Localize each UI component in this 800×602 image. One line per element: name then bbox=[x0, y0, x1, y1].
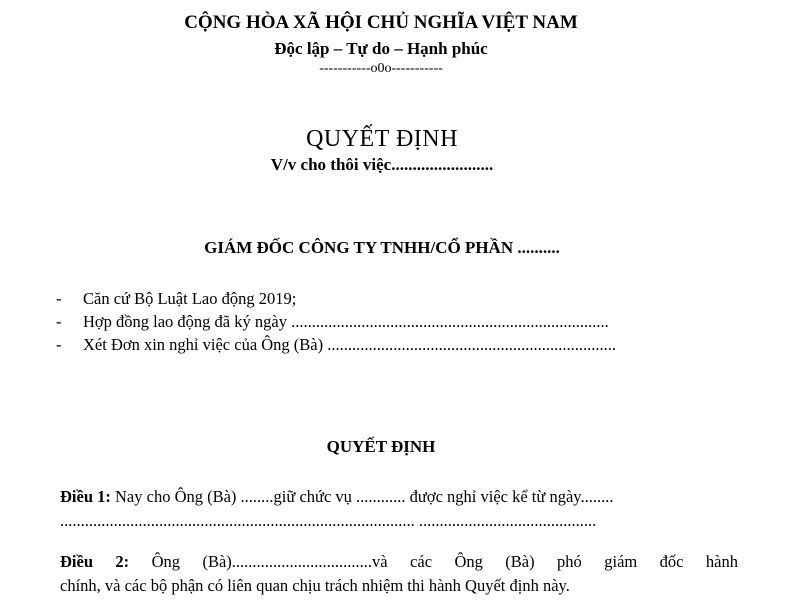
bullet-dash: - bbox=[56, 289, 62, 308]
decision-heading: QUYẾT ĐỊNH bbox=[326, 437, 436, 456]
national-motto: Độc lập – Tự do – Hạnh phúc bbox=[274, 39, 488, 58]
article-1-line-1 bbox=[60, 485, 738, 509]
issuer-heading: GIÁM ĐỐC CÔNG TY TNHH/CỔ PHẦN .......... bbox=[204, 238, 560, 257]
national-title: CỘNG HÒA XÃ HỘI CHỦ NGHĨA VIỆT NAM bbox=[184, 12, 578, 33]
legal-basis-item bbox=[56, 287, 746, 310]
article-2 bbox=[60, 550, 738, 598]
article-1-text: Nay cho Ông (Bà) ........giữ chức vụ ............ được nghỉ việc kể từ ngày........ bbox=[110, 487, 614, 506]
document-title: QUYẾT ĐỊNH bbox=[306, 126, 458, 152]
article-1-label: Điều 1: bbox=[60, 487, 111, 506]
legal-basis-text: Xét Đơn xin nghỉ việc của Ông (Bà) ...................................................................... bbox=[83, 335, 616, 354]
legal-basis-item bbox=[56, 310, 746, 333]
article-2-label: Điều 2: bbox=[60, 552, 130, 571]
legal-basis-text: Hợp đồng lao động đã ký ngày ............................................................................. bbox=[83, 312, 609, 331]
article-2-line-1 bbox=[60, 550, 738, 574]
article-1 bbox=[60, 485, 738, 533]
article-1-line-2: ...................................................................................... ........................................... bbox=[60, 511, 597, 530]
legal-basis-text: Căn cứ Bộ Luật Lao động 2019; bbox=[83, 289, 297, 308]
legal-basis-item bbox=[56, 333, 746, 356]
article-2-line-2: chính, và các bộ phận có liên quan chịu trách nhiệm thi hành Quyết định này. bbox=[60, 576, 570, 595]
bullet-dash: - bbox=[56, 312, 62, 331]
legal-basis-list bbox=[56, 287, 746, 356]
header-separator: -----------o0o----------- bbox=[319, 61, 443, 76]
document-subtitle: V/v cho thôi việc........................ bbox=[270, 155, 494, 174]
article-2-text: Ông (Bà)..................................và các Ông (Bà) phó giám đốc hành bbox=[129, 552, 738, 571]
bullet-dash: - bbox=[56, 335, 62, 354]
